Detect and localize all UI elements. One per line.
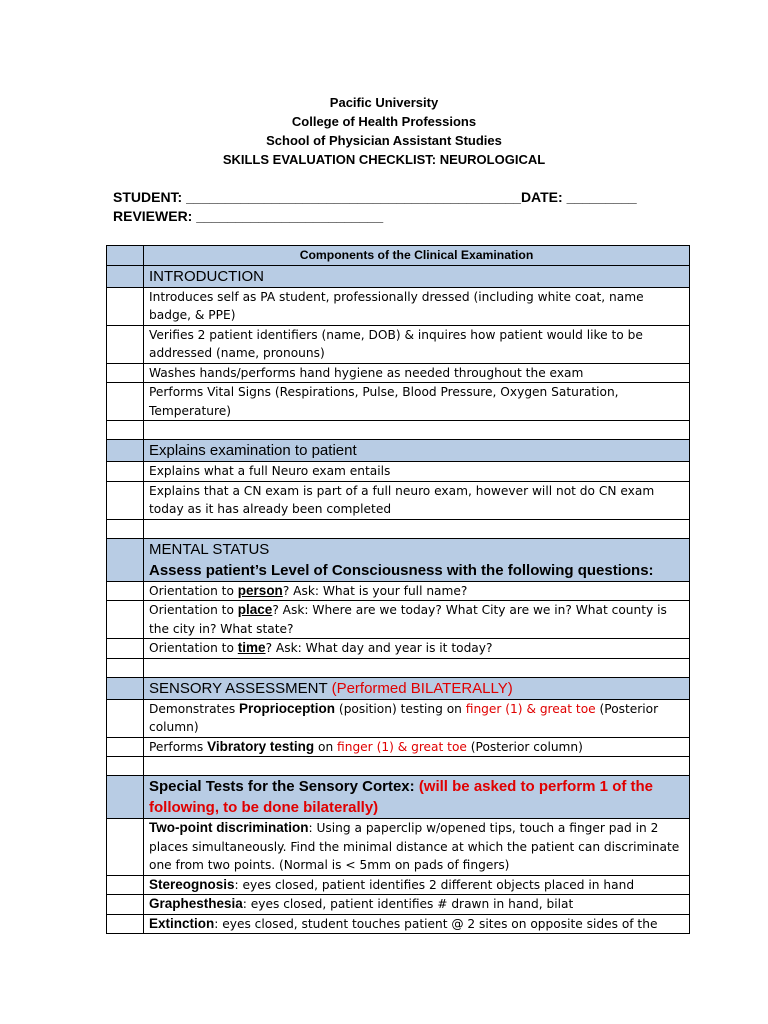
table-row bbox=[107, 875, 690, 895]
item-text: Stereognosis: eyes closed, patient identifies 2 different objects placed in hand bbox=[144, 875, 690, 895]
item-text: Extinction: eyes closed, student touches patient @ 2 sites on opposite sides of the bbox=[144, 914, 690, 934]
document-header bbox=[0, 93, 768, 169]
college-name: College of Health Professions bbox=[291, 114, 477, 129]
check-cell[interactable] bbox=[107, 601, 144, 639]
check-cell[interactable] bbox=[107, 325, 144, 363]
keyword: time bbox=[237, 640, 266, 655]
item-text: Graphesthesia: eyes closed, patient identifies # drawn in hand, bilat bbox=[144, 895, 690, 915]
item-text: Demonstrates Proprioception (position) testing on finger (1) & great toe (Posterior column) bbox=[144, 699, 690, 737]
keyword: Proprioception bbox=[239, 700, 336, 716]
item-text: Orientation to place? Ask: Where are we today? What City are we in? What county is the city in? What state? bbox=[144, 601, 690, 639]
column-header-row bbox=[107, 246, 690, 266]
evaluation-table bbox=[106, 245, 690, 934]
table-row bbox=[107, 325, 690, 363]
check-cell[interactable] bbox=[107, 677, 144, 699]
table-row bbox=[107, 601, 690, 639]
form-fields bbox=[113, 188, 637, 226]
reviewer-field[interactable]: ________________________ bbox=[196, 208, 384, 224]
item-text: Verifies 2 patient identifiers (name, DOB) & inquires how patient would like to be addressed (name, pronouns) bbox=[144, 325, 690, 363]
check-cell[interactable] bbox=[107, 639, 144, 659]
section-title-note: (Performed BILATERALLY) bbox=[331, 679, 513, 697]
item-text: Performs Vibratory testing on finger (1) & great toe (Posterior column) bbox=[144, 737, 690, 757]
table-row bbox=[107, 737, 690, 757]
keyword: person bbox=[237, 582, 283, 598]
check-cell[interactable] bbox=[107, 462, 144, 482]
section-title: Special Tests for the Sensory Cortex: bbox=[149, 778, 419, 795]
keyword: Two-point discrimination bbox=[149, 820, 309, 835]
item-text: Orientation to person? Ask: What is your full name? bbox=[144, 581, 690, 601]
check-cell[interactable] bbox=[107, 383, 144, 421]
school-name: School of Physician Assistant Studies bbox=[266, 133, 502, 148]
item-text: Introduces self as PA student, professionally dressed (including white coat, name badge, & PPE) bbox=[144, 287, 690, 325]
keyword: place bbox=[237, 602, 273, 617]
table-row bbox=[107, 462, 690, 482]
item-text: Explains what a full Neuro exam entails bbox=[144, 462, 690, 482]
university-name: Pacific University bbox=[329, 95, 439, 110]
column-header: Components of the Clinical Examination bbox=[144, 246, 690, 266]
table-row bbox=[107, 287, 690, 325]
section-row-mental-status bbox=[107, 538, 690, 581]
section-subtitle: Assess patient’s Level of Consciousness with the following questions: bbox=[149, 561, 654, 579]
student-label: STUDENT: bbox=[113, 189, 183, 205]
section-title: MENTAL STATUS bbox=[149, 540, 270, 558]
table-row bbox=[107, 819, 690, 876]
reviewer-label: REVIEWER: bbox=[113, 208, 193, 224]
check-cell[interactable] bbox=[107, 658, 144, 677]
student-field[interactable]: ___________________________________________ bbox=[186, 189, 521, 205]
student-line bbox=[113, 188, 637, 207]
table-row bbox=[107, 699, 690, 737]
table-row bbox=[107, 639, 690, 659]
table-row bbox=[107, 581, 690, 601]
table-row bbox=[107, 363, 690, 383]
keyword: Vibratory testing bbox=[207, 738, 315, 754]
keyword: Stereognosis bbox=[149, 876, 235, 892]
table-row bbox=[107, 914, 690, 934]
keyword: Graphesthesia bbox=[149, 896, 243, 911]
check-cell[interactable] bbox=[107, 287, 144, 325]
checklist-title: SKILLS EVALUATION CHECKLIST: NEUROLOGICAL bbox=[222, 152, 546, 167]
item-text: Washes hands/performs hand hygiene as needed throughout the exam bbox=[144, 363, 690, 383]
date-field[interactable]: _________ bbox=[566, 189, 637, 205]
check-cell[interactable] bbox=[107, 895, 144, 915]
check-cell[interactable] bbox=[107, 757, 144, 776]
spacer-row bbox=[107, 658, 690, 677]
item-text: Two-point discrimination: Using a paperclip w/opened tips, touch a finger pad in 2 places simultaneously. Find the minimal distance at which the patient can discriminate one from two points. (Normal is < 5mm on pads of fingers) bbox=[144, 819, 690, 876]
check-cell[interactable] bbox=[107, 519, 144, 538]
check-cell[interactable] bbox=[107, 819, 144, 876]
section-row-special-tests bbox=[107, 776, 690, 819]
spacer-row bbox=[107, 757, 690, 776]
check-cell[interactable] bbox=[107, 363, 144, 383]
section-title: Explains examination to patient bbox=[149, 442, 357, 459]
section-row-introduction bbox=[107, 265, 690, 287]
item-text: Performs Vital Signs (Respirations, Pulse, Blood Pressure, Oxygen Saturation, Temperature) bbox=[144, 383, 690, 421]
section-row-sensory bbox=[107, 677, 690, 699]
section-title-note: (will be asked to perform 1 of the following, to be done bilaterally) bbox=[149, 778, 654, 816]
section-title: INTRODUCTION bbox=[149, 267, 264, 285]
red-note: finger (1) & great toe bbox=[337, 739, 467, 754]
check-cell[interactable] bbox=[107, 914, 144, 934]
table-row bbox=[107, 481, 690, 519]
check-cell[interactable] bbox=[107, 246, 144, 266]
check-cell[interactable] bbox=[107, 421, 144, 440]
date-label: DATE: bbox=[520, 189, 563, 205]
check-cell[interactable] bbox=[107, 440, 144, 462]
table-row bbox=[107, 383, 690, 421]
keyword: Extinction bbox=[149, 915, 215, 931]
item-text: Orientation to time? Ask: What day and year is it today? bbox=[144, 639, 690, 659]
red-note: finger (1) & great toe bbox=[465, 701, 596, 716]
section-row-explains bbox=[107, 440, 690, 462]
check-cell[interactable] bbox=[107, 875, 144, 895]
table-row bbox=[107, 895, 690, 915]
check-cell[interactable] bbox=[107, 481, 144, 519]
check-cell[interactable] bbox=[107, 581, 144, 601]
check-cell[interactable] bbox=[107, 776, 144, 819]
spacer-row bbox=[107, 421, 690, 440]
check-cell[interactable] bbox=[107, 265, 144, 287]
reviewer-line bbox=[113, 207, 637, 226]
check-cell[interactable] bbox=[107, 538, 144, 581]
spacer-row bbox=[107, 519, 690, 538]
item-text: Explains that a CN exam is part of a full neuro exam, however will not do CN exam today as it has already been completed bbox=[144, 481, 690, 519]
check-cell[interactable] bbox=[107, 699, 144, 737]
check-cell[interactable] bbox=[107, 737, 144, 757]
section-title: SENSORY ASSESSMENT bbox=[149, 679, 332, 697]
